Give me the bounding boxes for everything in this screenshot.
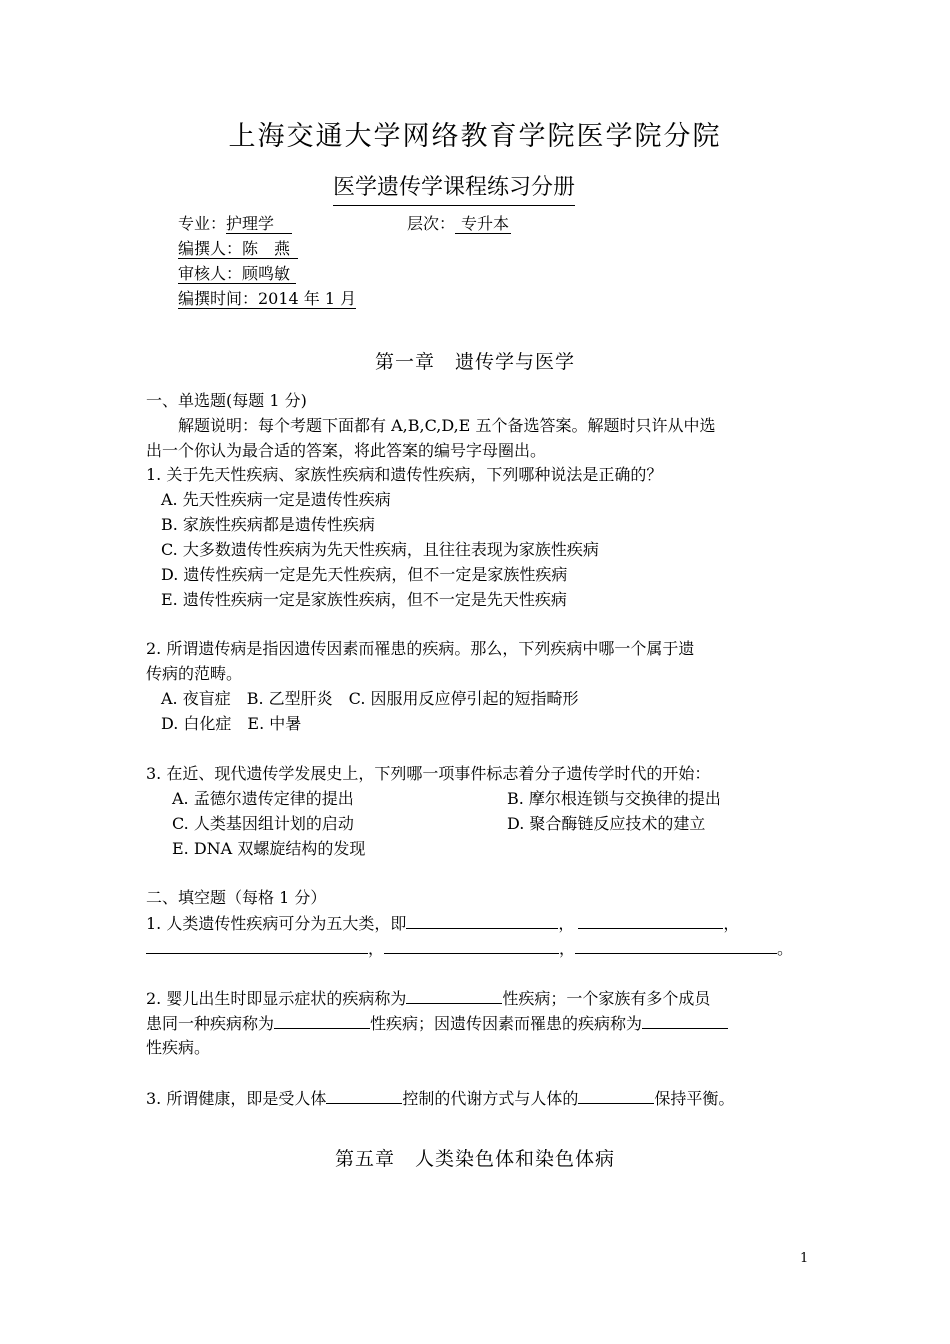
section-1-heading: 一、单选题(每题 1 分)	[146, 391, 307, 410]
page-number: 1	[800, 1251, 809, 1266]
comma: ，	[723, 914, 740, 933]
question-1-stem: 1. 关于先天性疾病、家族性疾病和遗传性疾病，下列哪种说法是正确的？	[146, 465, 663, 484]
blank-field[interactable]	[575, 935, 777, 954]
instructions-line-2: 出一个你认为最合适的答案，将此答案的编号字母圈出。	[146, 441, 547, 460]
fill-question-2-line-3: 性疾病。	[146, 1038, 211, 1057]
course-title: 医学遗传学课程练习分册	[333, 170, 575, 206]
fill-question-3-text: 保持平衡。	[654, 1089, 735, 1108]
question-2-options-line-1: A. 夜盲症 B. 乙型肝炎 C. 因服用反应停引起的短指畸形	[161, 689, 579, 708]
level-line	[407, 212, 511, 236]
question-3-option-e: E. DNA 双螺旋结构的发现	[172, 839, 366, 858]
fill-question-2-text: 2. 婴儿出生时即显示症状的疾病称为	[146, 989, 407, 1008]
question-2-stem-line-1: 2. 所谓遗传病是指因遗传因素而罹患的疾病。那么，下列疾病中哪一个属于遗	[146, 639, 695, 658]
fill-question-2-text: 性疾病；因遗传因素而罹患的疾病称为	[370, 1014, 643, 1033]
editor-line	[178, 237, 298, 261]
editor-text: 编撰人：陈 燕	[178, 239, 298, 259]
major-value: 护理学	[226, 214, 292, 234]
question-3-option-d: D. 聚合酶链反应技术的建立	[507, 814, 706, 833]
blank-field[interactable]	[578, 1085, 654, 1104]
fill-question-1-prefix: 1. 人类遗传性疾病可分为五大类，即	[146, 914, 407, 933]
blank-field[interactable]	[274, 1010, 370, 1029]
date-text: 编撰时间：2014 年 1 月	[178, 289, 357, 308]
blank-field[interactable]	[642, 1010, 728, 1029]
blank-field[interactable]	[326, 1085, 402, 1104]
question-3-option-b: B. 摩尔根连锁与交换律的提出	[507, 789, 721, 808]
question-2-options-line-2: D. 白化症 E. 中暑	[161, 714, 302, 733]
fill-question-2-text: 性疾病；一个家族有多个成员	[502, 989, 711, 1008]
reviewer-line	[178, 262, 296, 286]
blank-field[interactable]	[146, 935, 368, 954]
blank-field[interactable]	[406, 910, 558, 929]
fill-question-3-line	[146, 1085, 734, 1111]
period: 。	[777, 939, 794, 958]
fill-question-2-line-1	[146, 985, 710, 1011]
blank-field[interactable]	[384, 935, 559, 954]
blank-field[interactable]	[578, 910, 723, 929]
comma: ，	[559, 939, 576, 958]
institution-title: 上海交通大学网络教育学院医学院分院	[228, 121, 722, 152]
comma: ，	[558, 914, 575, 933]
question-1-option-e: E. 遗传性疾病一定是家族性疾病，但不一定是先天性疾病	[161, 590, 567, 609]
question-3-option-c: C. 人类基因组计划的启动	[172, 814, 354, 833]
section-2-heading: 二、填空题（每格 1 分）	[146, 888, 327, 907]
chapter-1-title: 第一章 遗传学与医学	[374, 351, 575, 373]
comma: ，	[368, 939, 385, 958]
major-label: 专业：	[178, 214, 227, 233]
fill-question-1-line-2	[146, 935, 793, 961]
fill-question-2-text: 患同一种疾病称为	[146, 1014, 275, 1033]
major-line	[178, 212, 292, 236]
level-label: 层次：	[407, 214, 456, 233]
fill-question-1-line-1	[146, 910, 739, 936]
question-3-option-a: A. 孟德尔遗传定律的提出	[172, 789, 354, 808]
question-1-option-a: A. 先天性疾病一定是遗传性疾病	[161, 490, 391, 509]
fill-question-3-text: 3. 所谓健康，即是受人体	[146, 1089, 327, 1108]
question-2-stem-line-2: 传病的范畴。	[146, 664, 243, 683]
instructions-line-1: 解题说明：每个考题下面都有 A,B,C,D,E 五个备选答案。解题时只许从中选	[178, 416, 716, 435]
chapter-5-title: 第五章 人类染色体和染色体病	[334, 1148, 615, 1170]
question-3-stem: 3. 在近、现代遗传学发展史上，下列哪一项事件标志着分子遗传学时代的开始：	[146, 764, 711, 783]
question-1-option-c: C. 大多数遗传性疾病为先天性疾病，且往往表现为家族性疾病	[161, 540, 599, 559]
fill-question-2-line-2	[146, 1010, 728, 1036]
reviewer-text: 审核人：顾鸣敏	[178, 264, 296, 284]
question-1-option-d: D. 遗传性疾病一定是先天性疾病，但不一定是家族性疾病	[161, 565, 568, 584]
question-1-option-b: B. 家族性疾病都是遗传性疾病	[161, 515, 375, 534]
date-line	[178, 287, 356, 311]
level-value: 专升本	[455, 214, 511, 234]
blank-field[interactable]	[406, 985, 502, 1004]
fill-question-3-text: 控制的代谢方式与人体的	[402, 1089, 579, 1108]
